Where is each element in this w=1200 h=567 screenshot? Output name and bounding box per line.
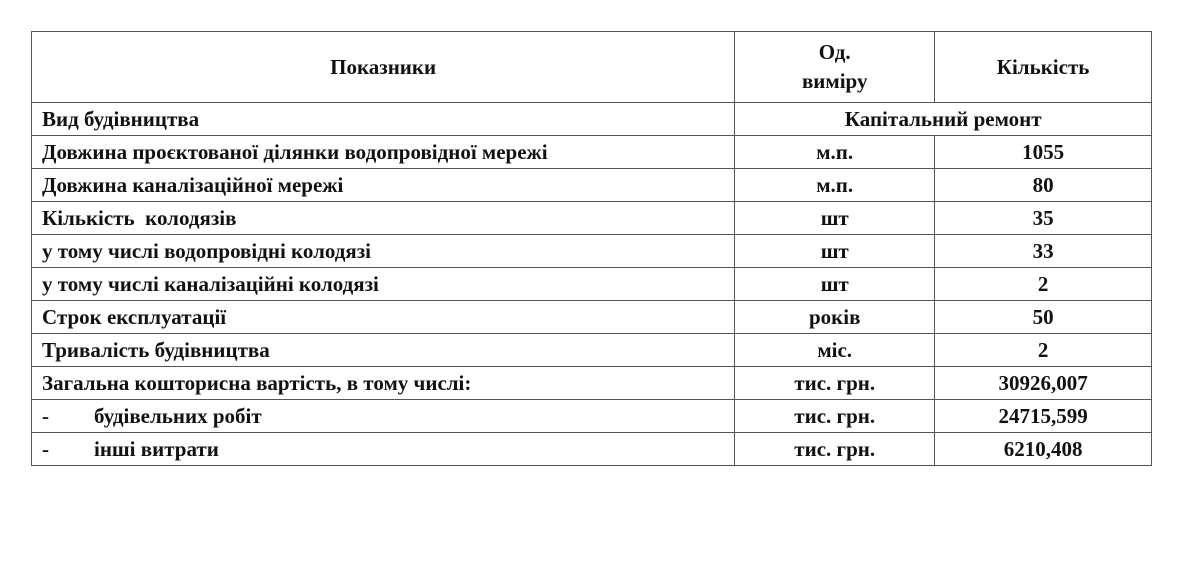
row-unit: тис. грн.	[735, 367, 935, 400]
table-row	[32, 136, 1152, 169]
header-indicator	[32, 32, 735, 103]
row-label: Довжина каналізаційної мережі	[32, 169, 735, 202]
row-value: 2	[935, 334, 1152, 367]
construction-type-label: Вид будівництва	[32, 103, 735, 136]
row-value: 1055	[935, 136, 1152, 169]
construction-type-row	[32, 103, 1152, 136]
row-unit: шт	[735, 268, 935, 301]
row-label: Довжина проєктованої ділянки водопровідної мережі	[32, 136, 735, 169]
header-indicator-text: Показники	[330, 54, 437, 79]
row-unit: міс.	[735, 334, 935, 367]
row-label: Строк експлуатації	[32, 301, 735, 334]
row-value: 2	[935, 268, 1152, 301]
construction-type-value: Капітальний ремонт	[735, 103, 1152, 136]
row-value: 24715,599	[935, 400, 1152, 433]
row-label: інші витрати	[94, 437, 219, 461]
row-value: 30926,007	[935, 367, 1152, 400]
row-value: 50	[935, 301, 1152, 334]
row-value: 80	[935, 169, 1152, 202]
header-unit-line1: Од.	[818, 40, 851, 64]
header-unit-line2: виміру	[801, 69, 868, 93]
row-unit: шт	[735, 235, 935, 268]
row-value: 6210,408	[935, 433, 1152, 466]
row-bullet: -	[42, 404, 49, 428]
row-sub-cell	[32, 433, 735, 466]
row-label: Кількість колодязів	[32, 202, 735, 235]
row-unit: м.п.	[735, 169, 935, 202]
header-quantity-text: Кількість	[996, 54, 1090, 79]
row-unit: шт	[735, 202, 935, 235]
table-row	[32, 334, 1152, 367]
row-bullet: -	[42, 437, 49, 461]
row-sub-cell	[32, 400, 735, 433]
header-quantity	[935, 32, 1152, 103]
table-header-row	[32, 32, 1152, 103]
row-unit: тис. грн.	[735, 433, 935, 466]
row-unit: тис. грн.	[735, 400, 935, 433]
table-row	[32, 235, 1152, 268]
row-label: будівельних робіт	[94, 404, 262, 428]
row-label: у тому числі водопровідні колодязі	[32, 235, 735, 268]
table-row	[32, 367, 1152, 400]
row-value: 33	[935, 235, 1152, 268]
specification-table	[31, 31, 1152, 466]
row-label: Загальна кошторисна вартість, в тому числі:	[32, 367, 735, 400]
table-row	[32, 301, 1152, 334]
table-row-sub	[32, 400, 1152, 433]
table-row	[32, 202, 1152, 235]
header-unit	[735, 32, 935, 103]
row-label: у тому числі каналізаційні колодязі	[32, 268, 735, 301]
table-row	[32, 268, 1152, 301]
row-unit: років	[735, 301, 935, 334]
table-row	[32, 169, 1152, 202]
row-value: 35	[935, 202, 1152, 235]
table-row-sub	[32, 433, 1152, 466]
row-unit: м.п.	[735, 136, 935, 169]
row-label: Тривалість будівництва	[32, 334, 735, 367]
